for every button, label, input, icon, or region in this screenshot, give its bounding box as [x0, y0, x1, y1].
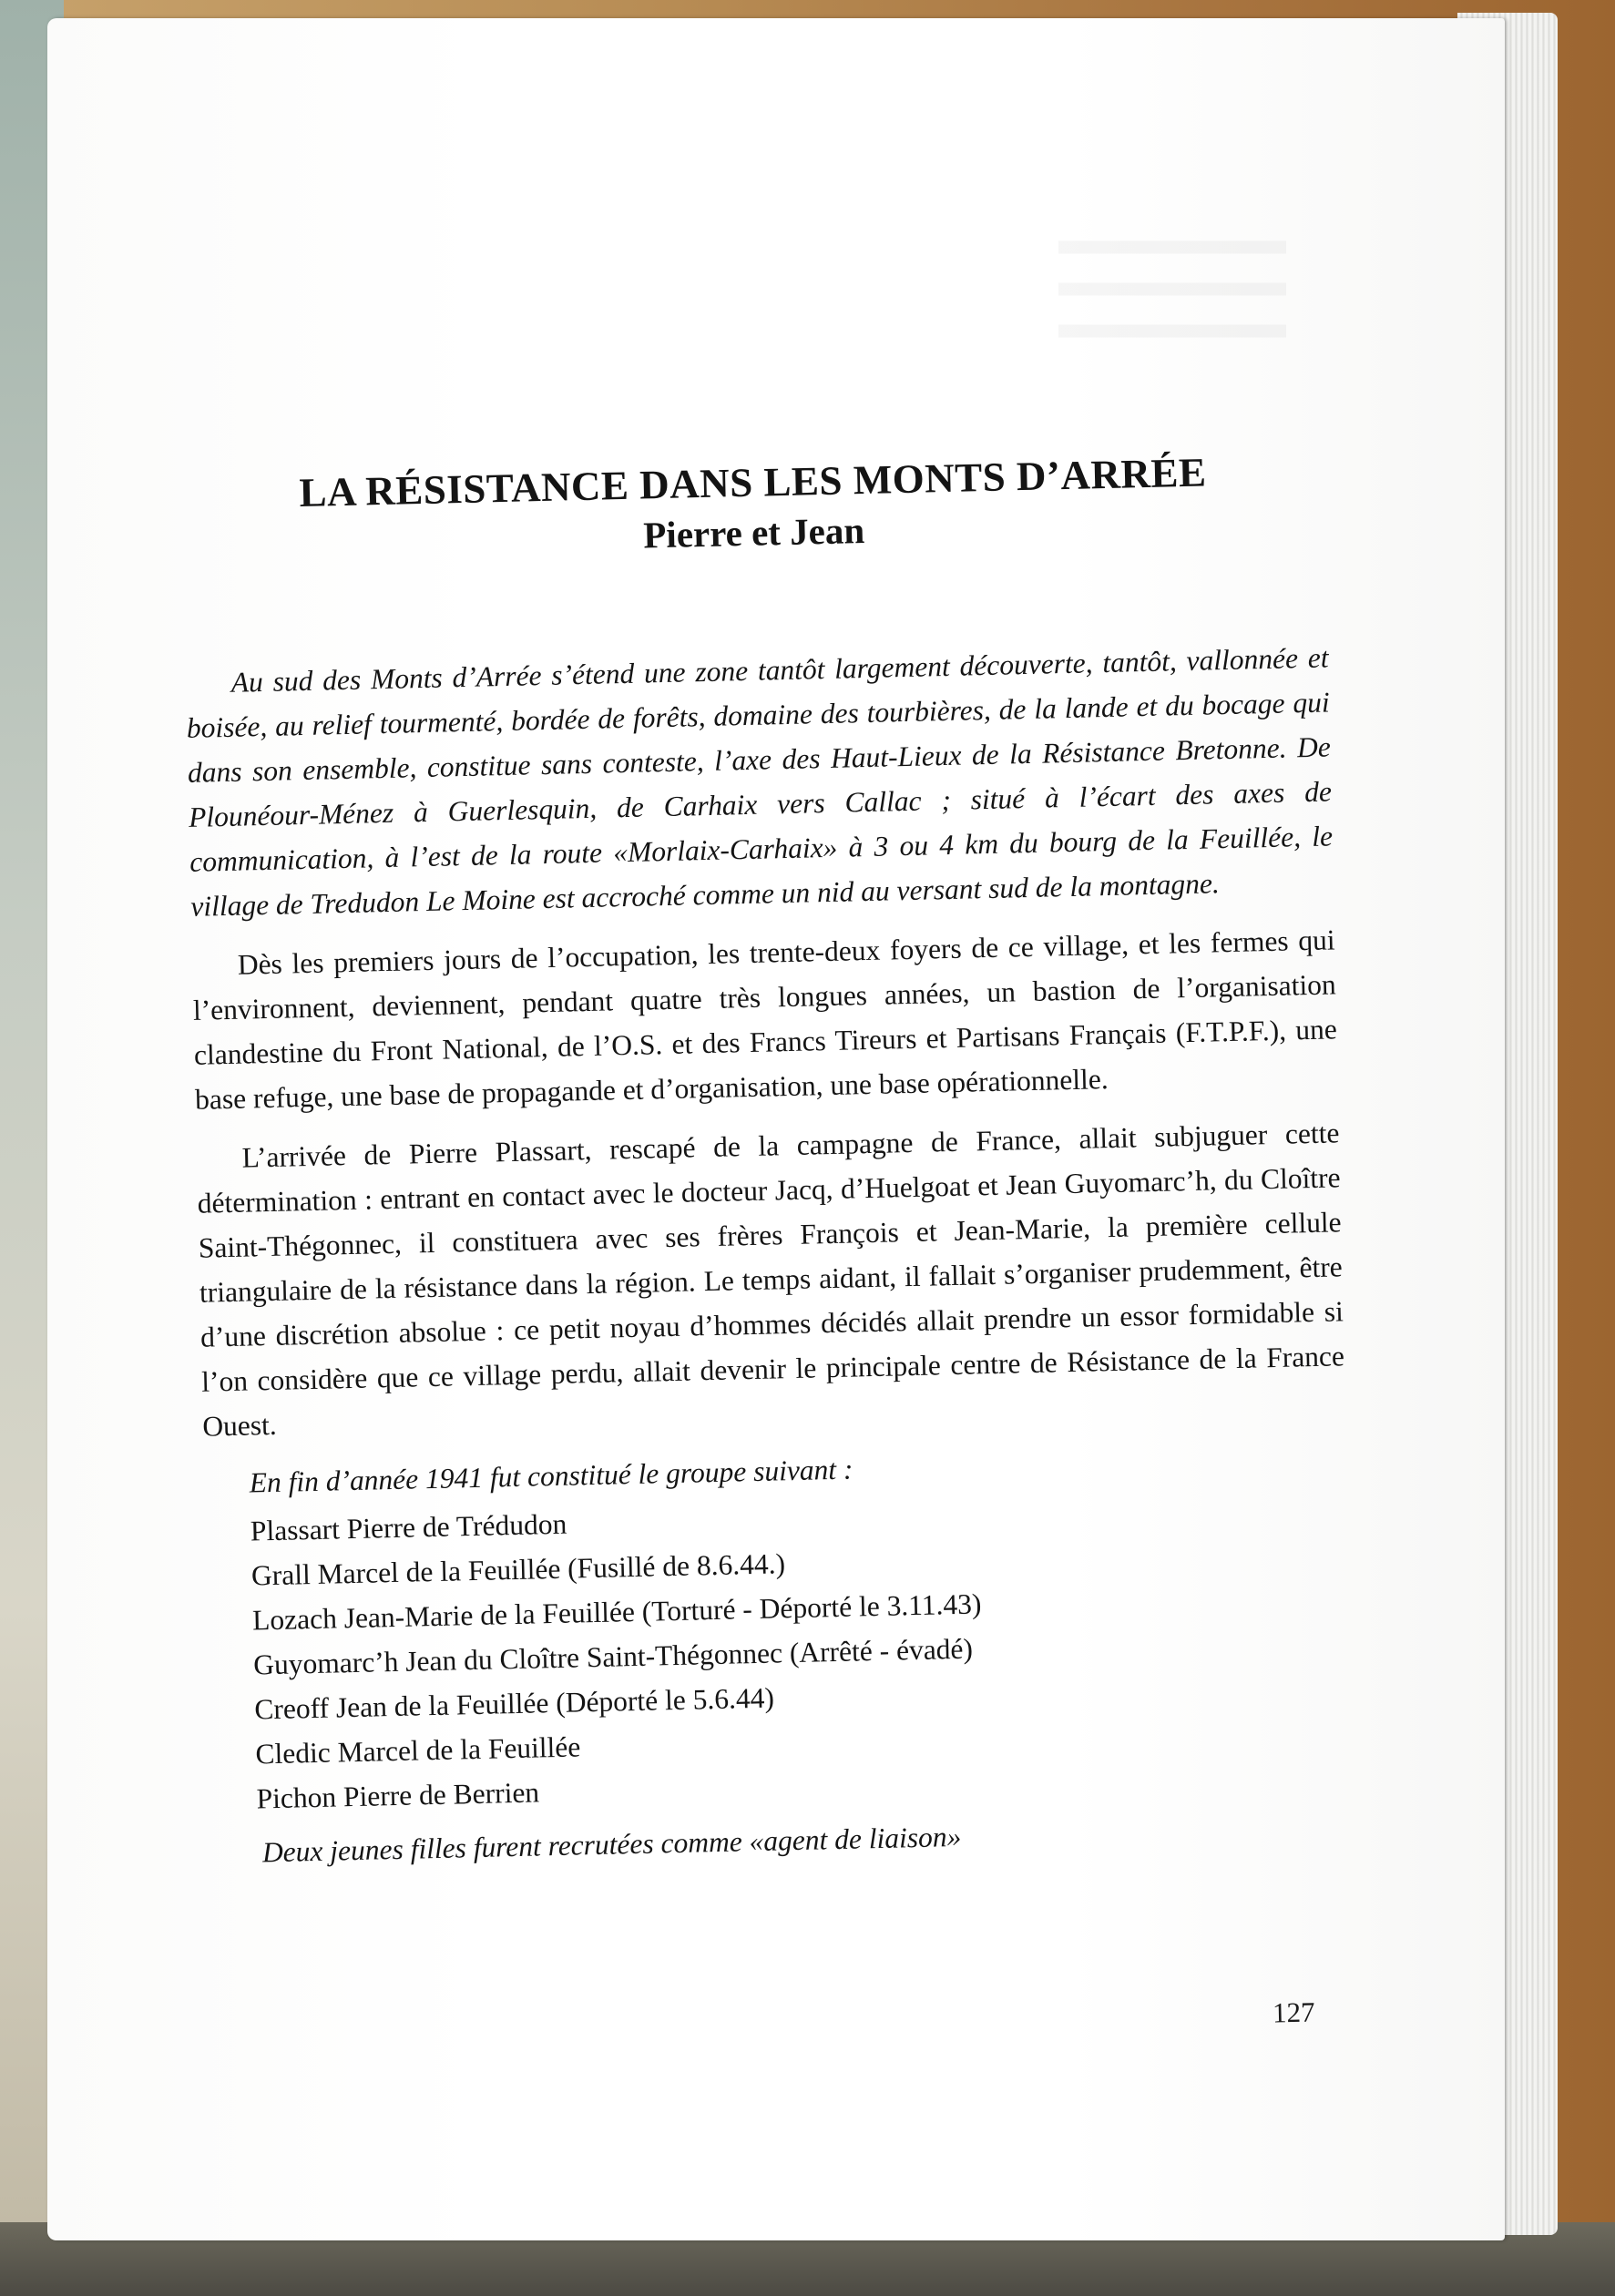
list-item: Pichon Pierre de Berrien: [256, 1776, 540, 1815]
page-number: 127: [1272, 1995, 1315, 2029]
list-item: Lozach Jean-Marie de la Feuillée (Torturé - Déporté le 3.11.43): [251, 1587, 982, 1637]
member-list: [204, 1484, 1354, 1821]
list-item: Plassart Pierre de Trédudon: [250, 1507, 567, 1547]
page-title: LA RÉSISTANCE DANS LES MONTS D’ARRÉE: [298, 449, 1207, 516]
list-item: Creoff Jean de la Feuillée (Déporté le 5.6.44): [253, 1681, 775, 1726]
list-item: Guyomarc’h Jean du Cloître Saint-Thégonnec (Arrêté - évadé): [252, 1632, 974, 1681]
body-paragraph: L’arrivée de Pierre Plassart, rescapé de la campagne de France, allait subjuguer cette détermination : entrant en contact avec le docteur Jacq, d’Huelgoat et Jean Guyomarc’h, du Cloître Saint-Thégonnec, il constituera avec ses frères François et Jean-Marie, la première cellule triangulaire de la résistance dans la région. Le temps aidant, il fallait s’organiser prudemment, être d’une discrétion absolue : ce petit noyau d’hommes décidés allait prendre un essor formidable si l’on considère que ce village perdu, allait devenir le principale centre de Résistance de la France Ouest.: [197, 1117, 1345, 1443]
body-paragraph: Dès les premiers jours de l’occupation, les trente-deux foyers de ce village, et les fermes qui l’environnent, deviennent, pendant quatre très longues années, un bastion de l’organisation clandestine du Front National, de l’O.S. et des Francs Tireurs et Partisans Français (F.T.P.F.), une base refuge, une base de propagande et d’organisation, une base opérationnelle.: [192, 924, 1338, 1116]
show-through-text: [1058, 228, 1286, 355]
list-item: Cledic Marcel de la Feuillée: [255, 1730, 581, 1770]
page-content: [179, 384, 1355, 1876]
group-heading: En fin d’année 1941 fut constitué le groupe suivant :: [249, 1453, 853, 1499]
intro-paragraph: Au sud des Monts d’Arrée s’étend une zone tantôt largement découverte, tantôt, vallonnée et boisée, au relief tourmenté, bordée de forêts, domaine des tourbières, de la lande et du bocage qui dans son ensemble, constitue sans conteste, l’axe des Haut-Lieux de la Résistance Bretonne. De Plounéour-Ménez à Guerlesquin, de Carhaix vers Callac ; situé à l’écart des axes de communication, à l’est de la route «Morlaix-Carhaix» à 3 ou 4 km du bourg de la Feuillée, le village de Tredudon Le Moine est accroché comme un nid au versant sud de la montagne.: [186, 641, 1334, 923]
list-item: Grall Marcel de la Feuillée (Fusillé de 8.6.44.): [250, 1547, 786, 1592]
page-subtitle: Pierre et Jean: [642, 508, 865, 556]
book-page: [47, 18, 1505, 2240]
closing-line: Deux jeunes filles furent recrutées comme «agent de liaison»: [261, 1820, 962, 1869]
